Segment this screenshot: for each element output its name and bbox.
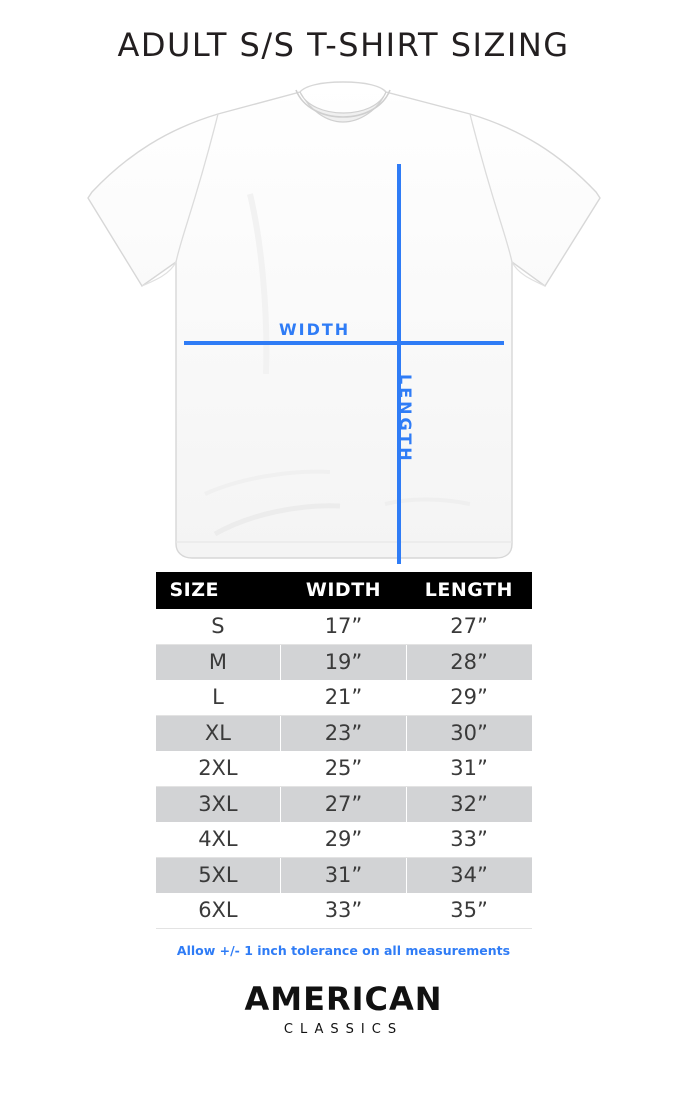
tshirt-illustration xyxy=(0,74,687,564)
table-row xyxy=(156,822,532,858)
brand-logo xyxy=(0,980,687,1037)
cell-size: 3XL xyxy=(156,787,281,823)
cell-size: 2XL xyxy=(156,751,281,787)
cell-length: 28” xyxy=(450,650,488,674)
cell-length: 34” xyxy=(450,863,488,887)
table-row xyxy=(156,751,532,787)
page-title: ADULT S/S T-SHIRT SIZING xyxy=(117,26,570,64)
tshirt-diagram xyxy=(0,74,687,564)
cell-width: 19” xyxy=(281,645,406,681)
brand-tagline: CLASSICS xyxy=(283,1022,404,1037)
cell-size: XL xyxy=(156,716,281,752)
table-row xyxy=(156,680,532,716)
cell-width: 31” xyxy=(281,858,406,894)
header-width: WIDTH xyxy=(281,572,406,609)
header-length: LENGTH xyxy=(406,572,531,609)
cell-width: 27” xyxy=(281,787,406,823)
cell-size: 4XL xyxy=(156,822,281,858)
cell-width: 33” xyxy=(281,893,406,929)
cell-size: S xyxy=(156,609,281,645)
cell-size: M xyxy=(156,645,281,681)
size-chart xyxy=(156,572,532,929)
cell-width: 21” xyxy=(281,680,406,716)
cell-size: 5XL xyxy=(156,858,281,894)
cell-length: 33” xyxy=(406,822,531,858)
cell-width: 29” xyxy=(281,822,406,858)
size-table xyxy=(156,572,532,929)
cell-length: 29” xyxy=(406,680,531,716)
cell-length: 30” xyxy=(450,721,488,745)
cell-width: 25” xyxy=(281,751,406,787)
cell-length: 35” xyxy=(406,893,531,929)
cell-width: 17” xyxy=(281,609,406,645)
cell-length: 27” xyxy=(406,609,531,645)
cell-length: 31” xyxy=(406,751,531,787)
width-label: WIDTH xyxy=(279,320,351,339)
brand-name: AMERICAN xyxy=(244,980,443,1018)
length-label: LENGTH xyxy=(396,374,415,464)
table-header-row xyxy=(156,572,532,609)
cell-length: 32” xyxy=(450,792,488,816)
table-row xyxy=(156,893,532,929)
table-row xyxy=(156,787,532,823)
cell-size: 6XL xyxy=(156,893,281,929)
table-row xyxy=(156,716,532,752)
table-row xyxy=(156,645,532,681)
table-row xyxy=(156,858,532,894)
header-size: SIZE xyxy=(156,572,281,609)
table-row xyxy=(156,609,532,645)
tolerance-note: Allow +/- 1 inch tolerance on all measurements xyxy=(176,943,511,958)
cell-width: 23” xyxy=(281,716,406,752)
cell-size: L xyxy=(156,680,281,716)
